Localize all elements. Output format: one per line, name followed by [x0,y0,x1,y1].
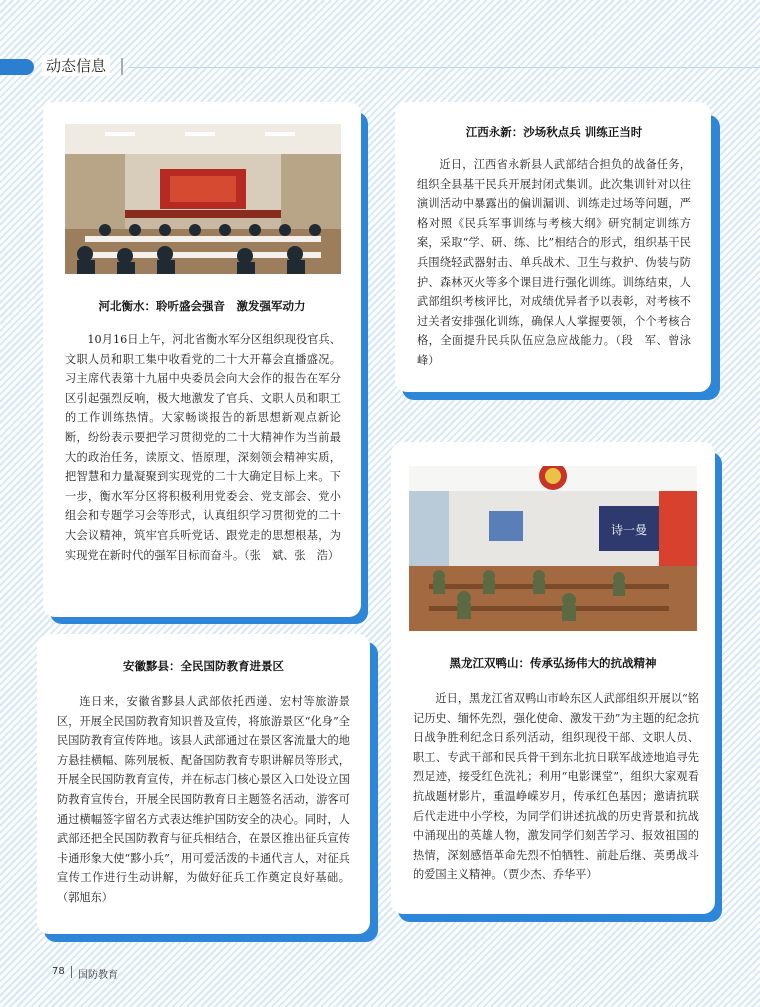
section-rule [128,67,760,68]
article-title: 江西永新：沙场秋点兵 训练正当时 [465,125,643,139]
screen-text: 诗一曼 [610,523,648,537]
article-author: （贾少杰、乔华平） [502,868,598,882]
article-title: 安徽黟县：全民国防教育进景区 [123,659,284,673]
section-title-divider [121,58,123,75]
article-author: （张 斌、张 浩） [244,548,340,562]
classroom-image [409,466,697,631]
article-body [413,689,699,885]
article-author: （段 军、曾泳峰） [417,334,691,367]
article-card-heilongjiang [391,442,715,914]
article-card-hebei [43,102,361,617]
section-marker [0,59,34,75]
article-body [417,155,691,371]
meeting-hall-image [65,124,341,274]
article-text: 连日来，安徽省黟县人武部依托西递、宏村等旅游景区，开展全民国防教育知识普及宣传，将旅游景区“化身”全民国防教育宣传阵地。该县人武部通过在景区客流量大的地方悬挂横幅、陈列展板、配备国防教育专职讲解员等形式，开展全民国防教育宣传，并在标志门核心景区入口处设立国防教育宣传台，开展全民国防教育日主题签名活动，游客可通过横幅签字留名方式表达维护国防安全的决心。同时，人武部还把全民国防教育与征兵相结合，在景区推出征兵宣传卡通形象大使“黟小兵”，用可爱活泼的卡通代言人，对征兵宣传工作进行生动讲解，为做好征兵工作奠定良好基础。 [57,695,350,885]
classroom-photo [409,466,697,631]
article-text: 近日，江西省永新县人武部结合担负的战备任务，组织全县基干民兵开展封闭式集训。此次集训针对以往演训活动中暴露出的偏训漏训、训练走过场等问题，严格对照《民兵军事训练与考核大纲》研究制定训练方案，采取“学、研、练、比”相结合的形式，组织基干民兵围绕轻武器射击、单兵战术、卫生与救护、伪装与防护、森林灭火等多个课目进行强化训练。训练结束，人武部组织考核评比，对成绩优异者予以表彰，对考核不过关者安排强化训练，确保人人掌握要领，个个考核合格，全面提升民兵队伍应急应战能力。 [417,158,691,348]
article-text: 10月16日上午，河北省衡水军分区组织现役官兵、文职人员和职工集中收看党的二十大开幕会直播盛况。习主席代表第十九届中央委员会向大会作的报告在军分区引起强烈反响，极大地激发了官兵、文职人员和职工的工作训练热情。大家畅谈报告的新思想新观点新论断，纷纷表示要把学习贯彻党的二十大精神作为当前最大的政治任务，读原文、悟原理，深刻领会精神实质，把智慧和力量凝聚到实现党的二十大确定目标上来。下一步，衡水军分区将积极利用党委会、党支部会、党小组会和专题学习会等形式，认真组织学习贯彻党的二十大会议精神，筑牢官兵听党话、跟党走的思想根基，为实现党在新时代的强军目标而奋斗。 [65,333,341,562]
article-author: （郭旭东） [57,890,113,904]
meeting-hall-photo [65,124,341,274]
page-number: 78 [52,966,65,977]
article-card-anhui [37,634,370,934]
article-title: 黑龙江双鸭山：传承弘扬伟大的抗战精神 [449,656,657,670]
section-title: 动态信息 [42,55,110,76]
article-card-jiangxi [395,102,711,392]
article-title: 河北衡水：聆听盛会强音 激发强军动力 [98,299,306,313]
article-body [65,330,341,565]
article-text: 近日，黑龙江省双鸭山市岭东区人武部组织开展以“铭记历史、缅怀先烈，强化使命、激发干劲”为主题的纪念抗日战争胜利纪念日系列活动，组织现役干部、文职人员、职工、专武干部和民兵骨干到东北抗日联军战迹地追寻先烈足迹，接受红色洗礼；利用“电影课堂”，组织大家观看抗战题材影片，重温峥嵘岁月，传承红色基因；邀请抗联后代走进中小学校，为同学们讲述抗战的历史背景和抗战中涌现出的英雄人物，激发同学们刻苦学习、报效祖国的热情，深刻感悟革命先烈不怕牺牲、前赴后继、英勇战斗的爱国主义精神。 [413,692,699,882]
footer-divider [71,966,72,978]
article-body [57,692,350,908]
magazine-name: 国防教育 [78,970,118,981]
